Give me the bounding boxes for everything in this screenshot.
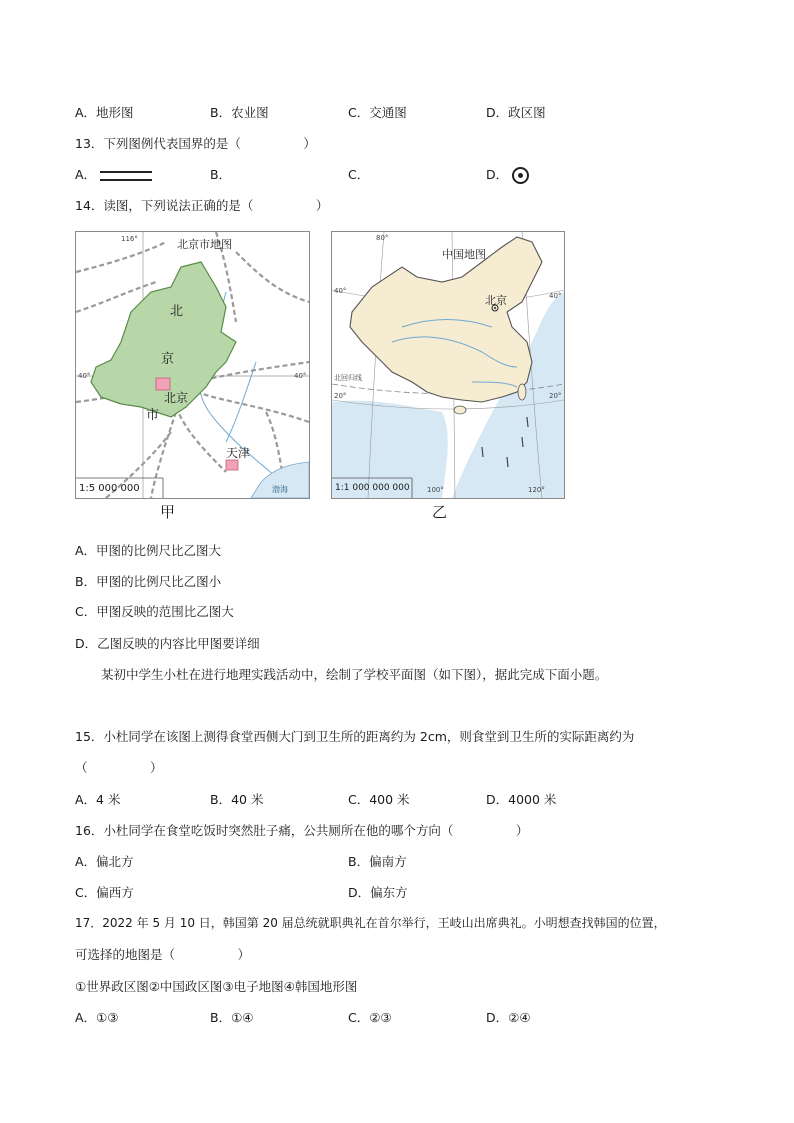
china-map-tropic-label: 北回归线	[334, 374, 362, 382]
beijing-map-sea-label: 渤海	[272, 485, 288, 494]
beijing-map-lat-label: 40°	[78, 372, 91, 380]
beijing-map-char-shi: 市	[146, 408, 160, 423]
q13-option-b[interactable]: B．	[210, 167, 232, 182]
q13-option-c[interactable]: C．	[348, 167, 370, 182]
q12-option-b[interactable]: B．农业图	[210, 105, 269, 120]
beijing-map	[75, 231, 310, 499]
china-map-lon-100: 100°	[427, 486, 444, 494]
q12-option-d[interactable]: D．政区图	[486, 105, 546, 120]
q14-option-b[interactable]: B．甲图的比例尺比乙图小	[75, 574, 222, 589]
q17-option-c[interactable]: C．②③	[348, 1010, 392, 1025]
china-map-lat-20: 20°	[334, 392, 347, 400]
china-map-lat-40-right: 40°	[549, 292, 562, 300]
q13-option-a[interactable]	[75, 165, 152, 183]
q17-option-b[interactable]: B．①④	[210, 1010, 254, 1025]
china-map-lat-40: 40°	[334, 287, 347, 295]
q17-option-a[interactable]: A．①③	[75, 1010, 119, 1025]
q16-option-d[interactable]: D．偏东方	[348, 885, 408, 900]
beijing-map-char-bei: 北	[170, 304, 184, 319]
china-map-lon-80: 80°	[376, 234, 389, 242]
map-jia-caption: 甲	[160, 503, 176, 521]
map-yi-caption: 乙	[432, 503, 448, 521]
q16-option-c[interactable]: C．偏西方	[75, 885, 134, 900]
double-line-symbol-icon	[100, 171, 152, 181]
q15-option-a[interactable]: A．4 米	[75, 792, 121, 807]
china-map-lon-120: 120°	[528, 486, 545, 494]
q17-option-d[interactable]: D．②④	[486, 1010, 531, 1025]
q14-option-a[interactable]: A．甲图的比例尺比乙图大	[75, 543, 222, 558]
china-map	[331, 231, 565, 499]
beijing-map-char-jing: 京	[161, 352, 175, 367]
beijing-map-scale: 1:5 000 000	[79, 483, 140, 494]
q17-choices-list: ①世界政区图②中国政区图③电子地图④韩国地形图	[75, 979, 358, 994]
q14-option-d[interactable]: D．乙图反映的内容比甲图要详细	[75, 636, 260, 651]
capital-symbol-icon	[512, 167, 529, 184]
material-intro: 某初中学生小杜在进行地理实践活动中，绘制了学校平面图（如下图），据此完成下面小题。	[101, 667, 608, 682]
china-map-city-beijing: 北京	[485, 294, 507, 307]
beijing-map-city-beijing: 北京	[164, 391, 189, 405]
q15-blank: （ ）	[75, 760, 163, 775]
china-map-scale: 1:1 000 000 000	[335, 483, 410, 493]
china-map-lat-20-right: 20°	[549, 392, 562, 400]
beijing-map-lon-label: 116°	[121, 235, 138, 243]
beijing-map-title: 北京市地图	[177, 238, 232, 251]
q15-stem: 15．小杜同学在该图上测得食堂西侧大门到卫生所的距离约为 2cm，则食堂到卫生所的实际距离约为	[75, 729, 635, 744]
beijing-map-city-tianjin: 天津	[226, 446, 251, 460]
q14-option-c[interactable]: C．甲图反映的范围比乙图大	[75, 604, 234, 619]
china-map-title: 中国地图	[442, 248, 486, 261]
q15-option-c[interactable]: C．400 米	[348, 792, 410, 807]
q14-stem: 14．读图，下列说法正确的是（ ）	[75, 198, 329, 213]
q16-stem: 16．小杜同学在食堂吃饭时突然肚子痛，公共厕所在他的哪个方向（ ）	[75, 823, 529, 838]
beijing-map-lat-label-right: 40°	[294, 372, 307, 380]
q16-option-b[interactable]: B．偏南方	[348, 854, 407, 869]
q17-stem-line2: 可选择的地图是（ ）	[75, 947, 251, 962]
q15-option-d[interactable]: D．4000 米	[486, 792, 557, 807]
q13-option-d-label: D．	[486, 167, 509, 182]
q12-option-c[interactable]: C．交通图	[348, 105, 407, 120]
q17-stem-line1: 17．2022 年 5 月 10 日，韩国第 20 届总统就职典礼在首尔举行，王岐山出席典礼。小明想查找韩国的位置，	[75, 916, 666, 930]
q15-option-b[interactable]: B．40 米	[210, 792, 264, 807]
q13-option-d[interactable]	[486, 165, 529, 184]
q12-option-a[interactable]: A．地形图	[75, 105, 134, 120]
q13-stem: 13．下列图例代表国界的是（ ）	[75, 136, 316, 151]
q16-option-a[interactable]: A．偏北方	[75, 854, 134, 869]
q13-option-a-label: A．	[75, 167, 97, 182]
